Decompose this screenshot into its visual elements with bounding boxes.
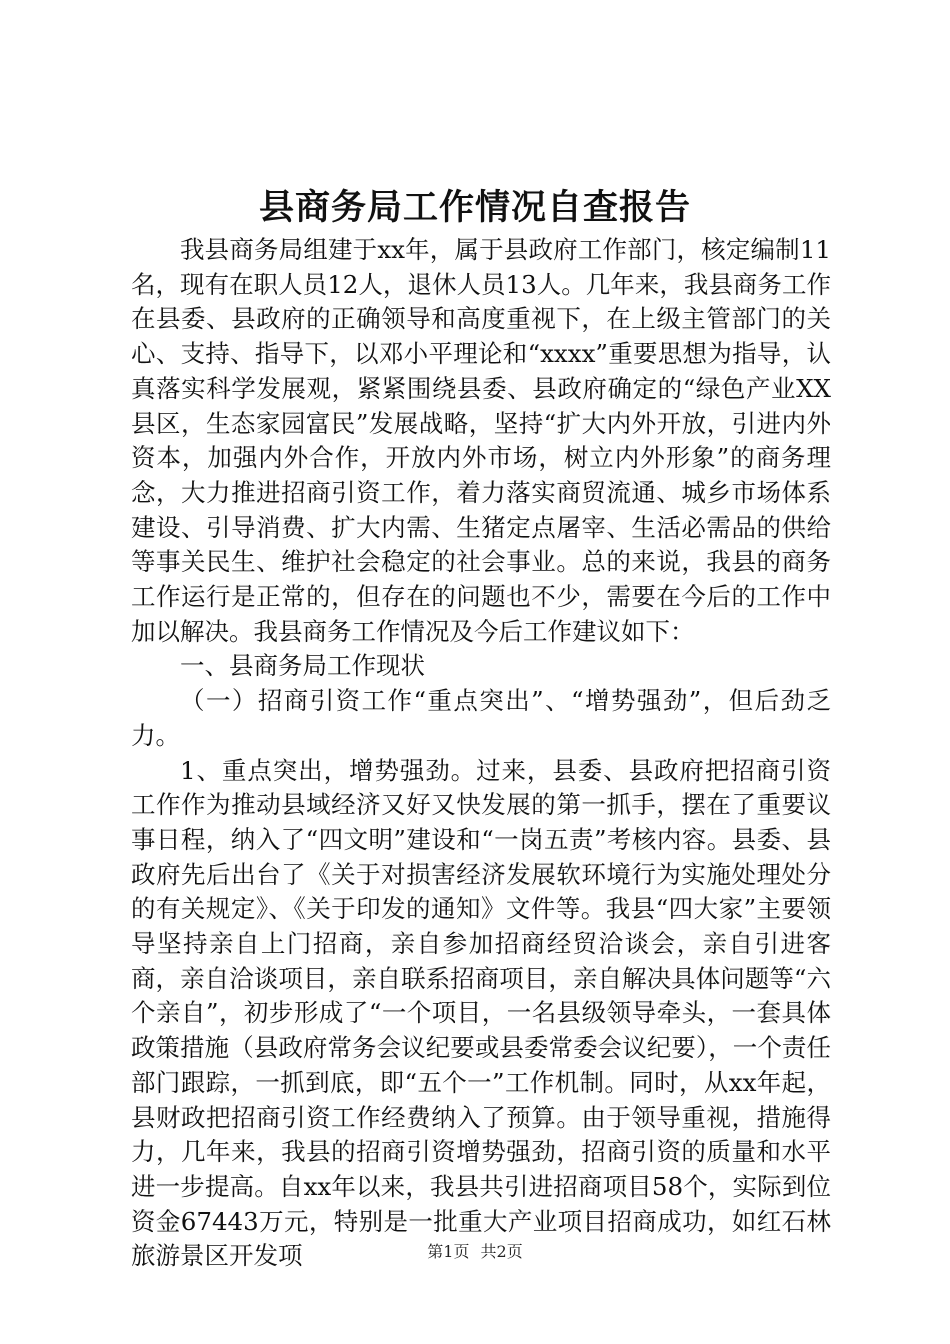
document-title: 县商务局工作情况自查报告 bbox=[258, 187, 691, 228]
subsection-heading-1: （一）招商引资工作“重点突出”、“增势强劲”，但后劲乏力。 bbox=[131, 686, 831, 750]
paragraph-point-1: 1、重点突出，增势强劲。过来，县委、县政府把招商引资工作作为推动县域经济又好又快发展的第一抓手，摆在了重要议事日程，纳入了“四文明”建设和“一岗五责”考核内容。县委、县政府先后出台了《关于对损害经济发展软环境行为实施处理处分的有关规定》、《关于印发的通知》文件等。我县“四大家”主要领导坚持亲自上门招商，亲自参加招商经贸洽谈会，亲自引进客商，亲自洽谈项目，亲自联系招商项目，亲自解决具体问题等“六个亲自”，初步形成了“一个项目，一名县级领导牵头，一套具体政策措施（县政府常务会议纪要或县委常委会议纪要），一个责任部门跟踪，一抓到底，即“五个一”工作机制。同时，从xx年起，县财政把招商引资工作经费纳入了预算。由于领导重视，措施得力，几年来，我县的招商引资增势强劲，招商引资的质量和水平进一步提高。自xx年以来，我县共引进招商项目58个，实际到位资金67443万元，特别是一批重大产业项目招商成功，如红石林旅游景区开发项 bbox=[131, 755, 831, 1271]
document-body bbox=[131, 233, 831, 1274]
page-total: 共2页 bbox=[480, 1242, 523, 1261]
section-heading-1: 一、县商务局工作现状 bbox=[180, 651, 425, 681]
paragraph-intro: 我县商务局组建于xx年，属于县政府工作部门，核定编制11名，现有在职人员12人，退休人员13人。几年来，我县商务工作在县委、县政府的正确领导和高度重视下，在上级主管部门的关心、支持、指导下，以邓小平理论和“xxxx”重要思想为指导，认真落实科学发展观，紧紧围绕县委、县政府确定的“绿色产业XX县区，生态家园富民”发展战略，坚持“扩大内外开放，引进内外资本，加强内外合作，开放内外市场，树立内外形象”的商务理念，大力推进招商引资工作，着力落实商贸流通、城乡市场体系建设、引导消费、扩大内需、生猪定点屠宰、生活必需品的供给等事关民生、维护社会稳定的社会事业。总的来说，我县的商务工作运行是正常的，但存在的问题也不少，需要在今后的工作中加以解决。我县商务工作情况及今后工作建议如下： bbox=[131, 235, 831, 646]
page-number: 第1页 bbox=[427, 1242, 470, 1261]
page-footer bbox=[0, 1240, 950, 1264]
